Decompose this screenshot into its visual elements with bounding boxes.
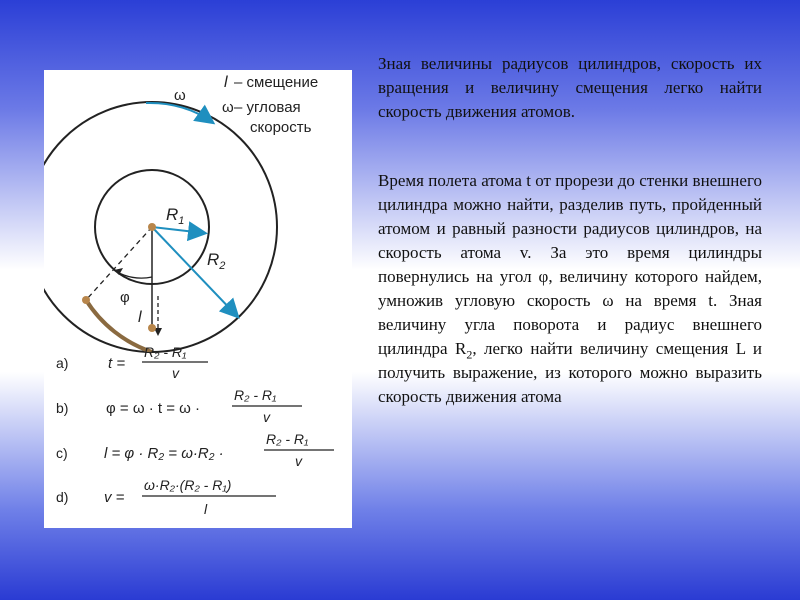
formula-c-tag: c) — [56, 445, 68, 461]
formula-c-lhs: l = φ · R₂ = ω·R₂ · — [104, 445, 224, 462]
r2-label: $R_2$ — [207, 250, 226, 272]
formula-c — [56, 431, 334, 469]
formula-d-lhs: v = — [104, 489, 125, 506]
formula-d-tag: d) — [56, 489, 69, 505]
paragraph-derivation-part1: Время полета атома t от прорези до стенки внешнего цилиндра можно найти, разделив путь, пройденный атомом и равный разности радиусов цилиндров, на скорость атома v. За это время цилиндры повернулись на угол φ, величину которого найдем, умножив угловую скорость ω на время t. Зная величину угла поворота и радиус внешнего цилиндра R — [378, 171, 762, 358]
formula-d-num: ω·R₂·(R₂ - R₁) — [144, 477, 232, 493]
formula-b-den: v — [263, 409, 270, 425]
formula-b — [56, 387, 302, 425]
formula-d — [56, 477, 276, 517]
legend-omega-symbol: ω — [222, 99, 234, 116]
formula-c-den: v — [295, 453, 302, 469]
formula-b-tag: b) — [56, 400, 69, 416]
center-dot — [148, 223, 156, 231]
deposition-dot-bottom — [148, 324, 156, 332]
displacement-arc — [86, 300, 152, 352]
paragraph-derivation — [378, 169, 762, 409]
figure-panel — [44, 70, 352, 528]
paragraph-derivation-part2: , легко найти величину смещения L и получить выражение, из которого можно выразить скорость движения атома — [378, 339, 762, 406]
deposition-dot-left — [82, 296, 90, 304]
formula-a-lhs: t = — [108, 355, 126, 372]
formula-a-num: R₂ - R₁ — [144, 344, 187, 360]
formula-b-num: R₂ - R₁ — [234, 387, 277, 403]
formula-c-num: R₂ - R₁ — [266, 431, 309, 447]
l-label: l — [138, 309, 142, 326]
formula-b-lhs: φ = ω · t = ω · — [106, 400, 200, 417]
diagram-svg — [44, 70, 352, 528]
rotation-label: ω — [174, 87, 186, 104]
formula-a-tag: a) — [56, 355, 69, 371]
phi-label: φ — [120, 289, 130, 306]
legend-l-symbol: l — [224, 74, 228, 91]
r1-arrow — [152, 227, 204, 233]
legend-omega-desc2: скорость — [250, 119, 312, 136]
paragraph-derivation-sub: 2 — [466, 347, 473, 362]
formula-d-den: l — [204, 501, 208, 517]
explanation-text — [378, 52, 762, 409]
legend-l-desc: – смещение — [234, 74, 319, 91]
formula-a-den: v — [172, 365, 179, 381]
paragraph-intro: Зная величины радиусов цилиндров, скорость их вращения и величину смещения легко найти скорость движения атомов. — [378, 54, 762, 121]
legend-omega-desc: – угловая — [234, 99, 301, 116]
r1-label: $R_1$ — [166, 205, 185, 227]
